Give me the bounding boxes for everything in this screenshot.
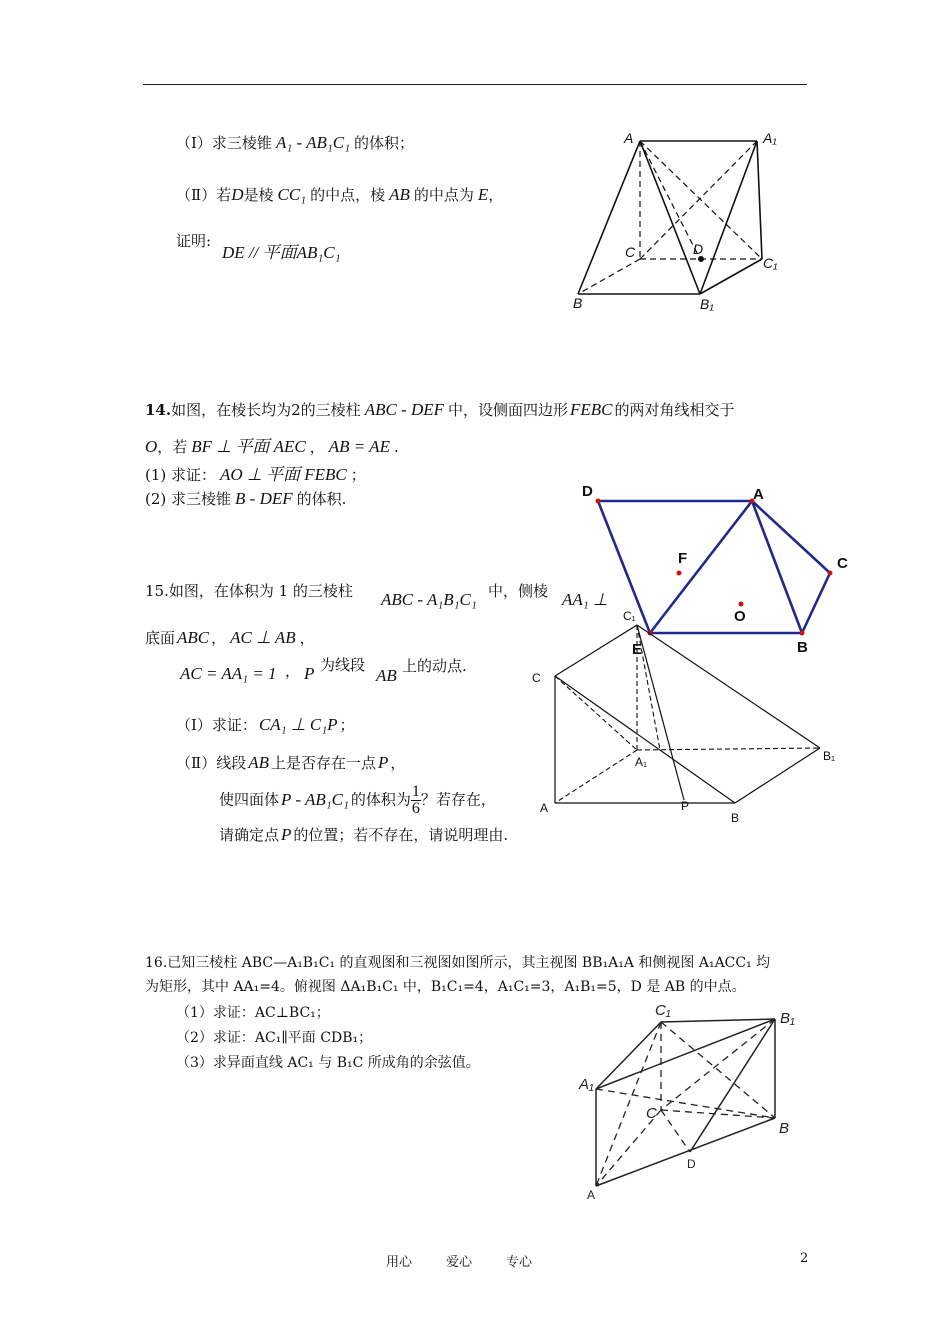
p13-part2-cc1: CC₁ <box>277 185 307 204</box>
p15-q2-p: P <box>378 753 389 772</box>
p15-line1-aa1: AA₁ ⊥ <box>562 590 608 609</box>
p15-line3-ab: AB <box>376 666 397 685</box>
fig13-label-a: A <box>624 130 634 146</box>
p15-line3-b: ， <box>285 662 301 680</box>
p16-line1: 16.已知三棱柱 ABC—A₁B₁C₁ 的直观图和三视图如图所示，其主视图 BB₁A₁A 和侧视图 A₁ACC₁ 均 <box>145 955 771 971</box>
fig16-label-c: C <box>646 1105 657 1122</box>
p16-q1: （1）求证：AC⊥BC₁； <box>176 1005 330 1021</box>
p15-line2-a: 底面 <box>145 629 176 647</box>
p15-q3-fraction-den: 6 <box>411 800 420 817</box>
p14-q1-end: ； <box>350 466 366 484</box>
p15-line1-prism: ABC - A₁B₁C₁ <box>381 590 477 609</box>
fig15-label-c: C <box>532 671 541 685</box>
p15-q4-a: 请确定点 <box>219 826 280 844</box>
p13-part2-ab: AB <box>389 185 410 204</box>
fig15-label-p: P <box>681 799 690 813</box>
fig13-label-a1: A₁ <box>763 130 777 146</box>
p13-part2-e: E <box>477 185 489 204</box>
p14-line1-b: 的三棱柱 <box>300 401 361 419</box>
p14-line2-end: . <box>393 438 399 456</box>
p13-part2-d: D <box>231 185 244 204</box>
p15-q2-ab: AB <box>248 753 269 772</box>
p14-line1-2: 2 <box>291 401 301 419</box>
fig13-label-d: D <box>693 241 704 257</box>
fig14-label-e: E <box>632 641 643 658</box>
p15-q3-c: ？若存在， <box>420 790 496 809</box>
p13-part2-prefix: （Ⅱ）若 <box>176 186 232 204</box>
p15-q4-b: 的位置；若不存在，请说明理由. <box>293 826 509 844</box>
p14-line2-b: ， <box>309 438 325 456</box>
p15-line2-b: ， <box>211 629 227 647</box>
fig13-label-c: C <box>625 244 636 260</box>
p15-q2-c: ， <box>390 754 406 772</box>
fig14-label-c: C <box>837 555 848 572</box>
p15-line2-c: ， <box>299 629 315 647</box>
p14-line2-ab: AB = AE <box>328 437 390 456</box>
p13-part2-mid3: 的中点为 <box>413 186 474 204</box>
fig16-label-a1: A₁ <box>579 1076 594 1093</box>
p15-line1-b: 中，侧棱 <box>488 582 549 600</box>
p15-q1-label: （Ⅰ）求证： <box>176 716 257 734</box>
p14-line1-prism: ABC - DEF <box>364 400 445 419</box>
fig16-label-d: D <box>687 1157 696 1171</box>
p13-proof-label: 证明: <box>176 232 212 250</box>
p14-line2-bf: BF ⊥ 平面 AEC <box>191 437 306 456</box>
p15-line3-c: 为线段 <box>320 656 366 674</box>
p16-q2: （2）求证：AC₁∥平面 CDB₁； <box>176 1030 373 1046</box>
fig13-label-b: B <box>573 295 583 311</box>
p15-q3-fraction-num: 1 <box>411 783 420 800</box>
p13-part2-mid1: 是棱 <box>243 186 274 204</box>
fig14-label-b: B <box>797 639 808 656</box>
p15-line3-p: P <box>304 664 315 683</box>
fig13-label-b1: B₁ <box>700 296 714 312</box>
p13-part1-expr: A₁ - AB₁C₁ <box>275 133 351 152</box>
p15-line2-abc: ABC <box>177 628 210 647</box>
p14-line1-c: 中，设侧面四边形 <box>448 401 569 419</box>
footer-text-3: 专心 <box>506 1255 533 1270</box>
fig14-label-d: D <box>582 483 593 500</box>
p14-q1-expr: AO ⊥ 平面 FEBC <box>220 465 347 484</box>
p15-q2-a: （Ⅱ）线段 <box>176 754 247 772</box>
fig13-label-c1: C₁ <box>763 255 778 271</box>
p15-line3-d: 上的动点. <box>402 657 467 675</box>
p14-q1-label: (1) 求证： <box>145 466 217 484</box>
p14-line1-a: 如图，在棱长均为 <box>171 401 292 419</box>
p15-q4-p: P <box>281 825 292 844</box>
p15-line2-perp: AC ⊥ AB <box>230 628 296 647</box>
page-number: 2 <box>800 1251 809 1266</box>
p14-line2-o: O <box>145 437 158 456</box>
fig15-label-c1: C₁ <box>623 609 636 623</box>
fig16-label-c1: C₁ <box>655 1002 671 1019</box>
fig14-label-f: F <box>678 550 688 567</box>
p15-q3-expr: P - AB₁C₁ <box>281 789 349 809</box>
p15-q1-end: ； <box>339 716 355 734</box>
fig16-label-b: B <box>779 1120 790 1137</box>
p13-part2-mid2: 的中点，棱 <box>310 186 386 204</box>
p14-line1-febc: FEBC <box>570 400 613 419</box>
p13-part1-prefix: （Ⅰ）求三棱锥 <box>176 134 272 152</box>
p15-q1-expr: CA₁ ⊥ C₁P <box>258 715 338 734</box>
fig14-label-a: A <box>753 486 764 503</box>
p15-line1-lead: 15.如图，在体积为 1 的三棱柱 <box>145 582 353 600</box>
fig15-label-a: A <box>540 801 549 815</box>
fig16-label-a: A <box>587 1188 596 1202</box>
p16-q3: （3）求异面直线 AC₁ 与 B₁C 所成角的余弦值。 <box>176 1055 480 1071</box>
fig16-label-b1: B₁ <box>780 1010 795 1027</box>
p14-q2-end: 的体积. <box>296 490 347 508</box>
p16-line2: 为矩形，其中 AA₁=4。俯视图 ΔA₁B₁C₁ 中，B₁C₁=4，A₁C₁=3，A₁B₁=5，D 是 AB 的中点。 <box>145 979 746 995</box>
fig15-label-b: B <box>731 811 740 825</box>
p14-number: 14. <box>145 401 172 419</box>
p15-q3-a: 使四面体 <box>219 790 280 809</box>
p15-q2-b: 上是否存在一点 <box>270 754 376 772</box>
fig15-label-b1: B₁ <box>823 749 836 763</box>
p14-q2-label: (2) 求三棱锥 <box>145 490 232 508</box>
p15-line3-eq: AC = AA₁ = 1 <box>180 664 277 683</box>
fig14-label-o: O <box>734 608 746 625</box>
p13-proof-expr: DE // 平面AB₁C₁ <box>222 243 341 262</box>
p14-q2-expr: B - DEF <box>235 489 293 508</box>
p13-part2-comma: ， <box>488 186 504 204</box>
footer-text-2: 爱心 <box>446 1255 473 1270</box>
footer-text-1: 用心 <box>386 1255 413 1270</box>
p14-line1-d: 的两对角线相交于 <box>614 401 735 419</box>
p13-part1-suffix: 的体积； <box>354 134 415 152</box>
p15-q3-b: 的体积为 <box>350 790 411 809</box>
fig15-label-a1: A₁ <box>635 755 648 769</box>
p14-line2-a: ，若 <box>157 438 188 456</box>
